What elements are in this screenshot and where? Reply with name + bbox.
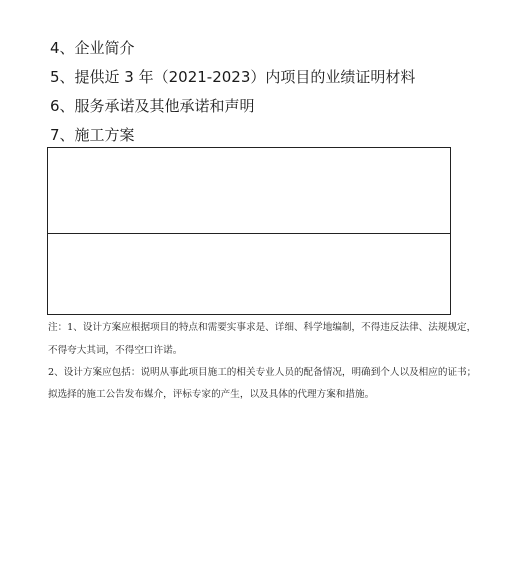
note-line-2: 不得夸大其词，不得空口许诺。 <box>48 345 183 356</box>
section-heading-company-profile: 4、企业简介 <box>50 39 135 57</box>
note-line-1: 注：1、设计方案应根据项目的特点和需要实事求是、详细、科学地编制，不得违反法律、法规规定， <box>48 322 477 333</box>
section-heading-service-commitment: 6、服务承诺及其他承诺和声明 <box>50 97 255 115</box>
note-line-4: 拟选择的施工公告发布媒介，评标专家的产生，以及具体的代理方案和措施。 <box>48 389 375 400</box>
construction-plan-box <box>47 147 451 315</box>
note-line-3: 2、设计方案应包括：说明从事此项目施工的相关专业人员的配备情况，明确到个人以及相应的证书； <box>48 367 477 378</box>
plan-box-divider <box>48 233 450 234</box>
section-heading-construction-plan: 7、施工方案 <box>50 126 135 144</box>
section-heading-performance-proof: 5、提供近 3 年（2021-2023）内项目的业绩证明材料 <box>50 68 416 86</box>
